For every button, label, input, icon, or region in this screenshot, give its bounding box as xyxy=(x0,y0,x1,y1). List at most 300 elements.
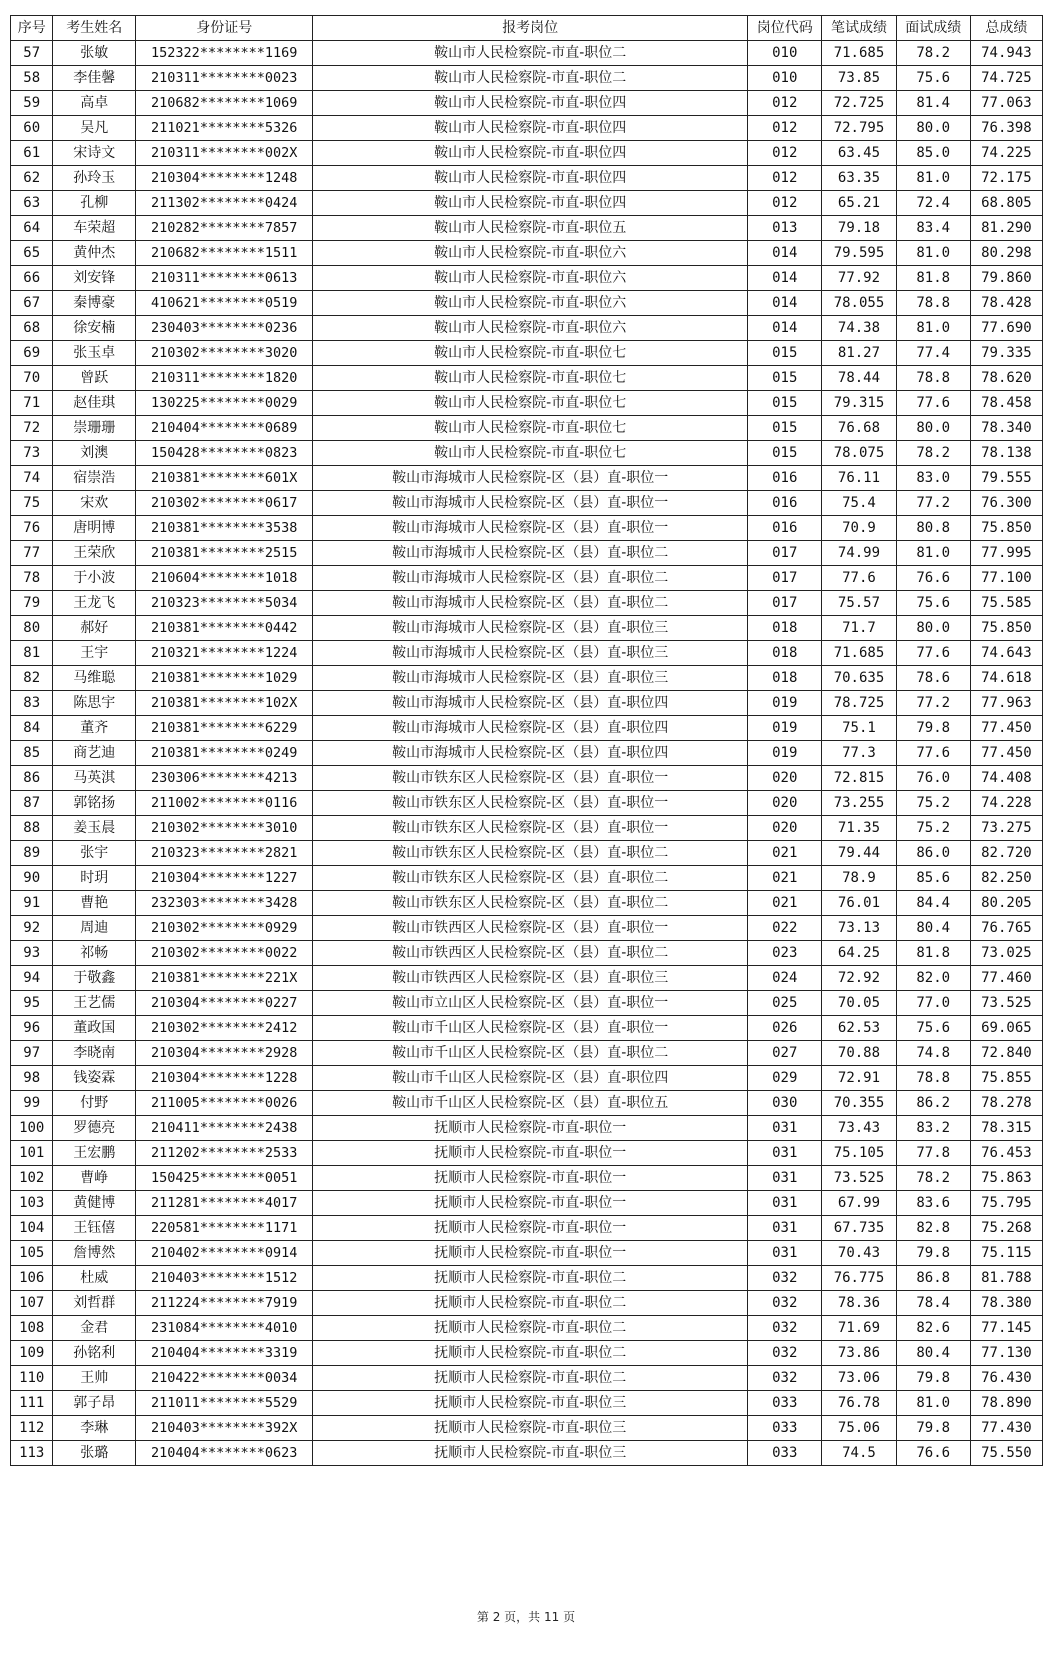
cell-written-score: 73.43 xyxy=(822,1116,896,1141)
cell-seq: 62 xyxy=(11,166,53,191)
cell-written-score: 76.11 xyxy=(822,466,896,491)
table-row xyxy=(11,1016,1043,1041)
cell-seq: 70 xyxy=(11,366,53,391)
cell-position: 鞍山市海城市人民检察院-区（县）直-职位四 xyxy=(313,716,748,741)
cell-written-score: 79.44 xyxy=(822,841,896,866)
cell-position: 抚顺市人民检察院-市直-职位三 xyxy=(313,1441,748,1466)
cell-position-code: 027 xyxy=(748,1041,822,1066)
cell-name: 罗德亮 xyxy=(53,1116,136,1141)
cell-total-score: 77.995 xyxy=(970,541,1042,566)
cell-name: 杜威 xyxy=(53,1266,136,1291)
cell-position-code: 012 xyxy=(748,166,822,191)
cell-id-number: 210604********1018 xyxy=(136,566,313,591)
cell-total-score: 73.525 xyxy=(970,991,1042,1016)
cell-position: 抚顺市人民检察院-市直-职位二 xyxy=(313,1291,748,1316)
cell-interview-score: 81.4 xyxy=(896,91,970,116)
cell-interview-score: 80.4 xyxy=(896,916,970,941)
cell-name: 商艺迪 xyxy=(53,741,136,766)
cell-position: 抚顺市人民检察院-市直-职位二 xyxy=(313,1341,748,1366)
cell-position: 鞍山市人民检察院-市直-职位六 xyxy=(313,241,748,266)
cell-position-code: 032 xyxy=(748,1266,822,1291)
cell-written-score: 72.795 xyxy=(822,116,896,141)
cell-id-number: 210404********3319 xyxy=(136,1341,313,1366)
cell-seq: 111 xyxy=(11,1391,53,1416)
table-row xyxy=(11,1191,1043,1216)
cell-position-code: 012 xyxy=(748,116,822,141)
cell-interview-score: 79.8 xyxy=(896,1241,970,1266)
cell-total-score: 76.398 xyxy=(970,116,1042,141)
cell-id-number: 230306********4213 xyxy=(136,766,313,791)
table-row xyxy=(11,41,1043,66)
cell-seq: 93 xyxy=(11,941,53,966)
cell-position: 抚顺市人民检察院-市直-职位一 xyxy=(313,1216,748,1241)
cell-seq: 59 xyxy=(11,91,53,116)
cell-id-number: 152322********1169 xyxy=(136,41,313,66)
cell-id-number: 210682********1511 xyxy=(136,241,313,266)
cell-interview-score: 79.8 xyxy=(896,1416,970,1441)
cell-interview-score: 77.6 xyxy=(896,741,970,766)
cell-position: 鞍山市铁西区人民检察院-区（县）直-职位二 xyxy=(313,941,748,966)
cell-seq: 98 xyxy=(11,1066,53,1091)
table-row xyxy=(11,1316,1043,1341)
table-row xyxy=(11,1441,1043,1466)
cell-id-number: 210381********601X xyxy=(136,466,313,491)
table-row xyxy=(11,516,1043,541)
cell-position: 鞍山市人民检察院-市直-职位二 xyxy=(313,66,748,91)
cell-total-score: 79.860 xyxy=(970,266,1042,291)
cell-position-code: 017 xyxy=(748,541,822,566)
table-row xyxy=(11,316,1043,341)
cell-position: 鞍山市海城市人民检察院-区（县）直-职位二 xyxy=(313,566,748,591)
cell-id-number: 210321********1224 xyxy=(136,641,313,666)
cell-name: 曹峥 xyxy=(53,1166,136,1191)
cell-seq: 110 xyxy=(11,1366,53,1391)
table-row xyxy=(11,1041,1043,1066)
cell-total-score: 69.065 xyxy=(970,1016,1042,1041)
cell-interview-score: 82.8 xyxy=(896,1216,970,1241)
cell-interview-score: 77.8 xyxy=(896,1141,970,1166)
cell-position: 鞍山市海城市人民检察院-区（县）直-职位二 xyxy=(313,541,748,566)
cell-interview-score: 81.8 xyxy=(896,941,970,966)
cell-written-score: 76.68 xyxy=(822,416,896,441)
cell-id-number: 210282********7857 xyxy=(136,216,313,241)
cell-position: 鞍山市海城市人民检察院-区（县）直-职位四 xyxy=(313,691,748,716)
cell-total-score: 74.618 xyxy=(970,666,1042,691)
cell-position-code: 018 xyxy=(748,616,822,641)
cell-total-score: 75.550 xyxy=(970,1441,1042,1466)
cell-position-code: 032 xyxy=(748,1366,822,1391)
cell-id-number: 210302********0929 xyxy=(136,916,313,941)
cell-position: 抚顺市人民检察院-市直-职位三 xyxy=(313,1416,748,1441)
cell-seq: 104 xyxy=(11,1216,53,1241)
cell-total-score: 73.275 xyxy=(970,816,1042,841)
cell-written-score: 75.1 xyxy=(822,716,896,741)
cell-interview-score: 78.2 xyxy=(896,41,970,66)
cell-total-score: 77.963 xyxy=(970,691,1042,716)
cell-id-number: 210411********2438 xyxy=(136,1116,313,1141)
cell-name: 孙玲玉 xyxy=(53,166,136,191)
cell-name: 王艺儒 xyxy=(53,991,136,1016)
table-row xyxy=(11,91,1043,116)
cell-id-number: 210302********0022 xyxy=(136,941,313,966)
cell-name: 于小波 xyxy=(53,566,136,591)
cell-written-score: 76.78 xyxy=(822,1391,896,1416)
cell-written-score: 72.92 xyxy=(822,966,896,991)
cell-total-score: 74.228 xyxy=(970,791,1042,816)
cell-total-score: 82.720 xyxy=(970,841,1042,866)
cell-interview-score: 80.0 xyxy=(896,416,970,441)
cell-id-number: 210381********102X xyxy=(136,691,313,716)
cell-name: 张璐 xyxy=(53,1441,136,1466)
cell-id-number: 210381********1029 xyxy=(136,666,313,691)
cell-position: 鞍山市人民检察院-市直-职位七 xyxy=(313,441,748,466)
cell-written-score: 74.5 xyxy=(822,1441,896,1466)
cell-id-number: 232303********3428 xyxy=(136,891,313,916)
table-row xyxy=(11,816,1043,841)
cell-position: 鞍山市人民检察院-市直-职位四 xyxy=(313,166,748,191)
cell-seq: 100 xyxy=(11,1116,53,1141)
cell-id-number: 210381********6229 xyxy=(136,716,313,741)
cell-id-number: 211002********0116 xyxy=(136,791,313,816)
cell-total-score: 78.890 xyxy=(970,1391,1042,1416)
cell-interview-score: 80.0 xyxy=(896,116,970,141)
cell-total-score: 77.063 xyxy=(970,91,1042,116)
cell-name: 徐安楠 xyxy=(53,316,136,341)
table-row xyxy=(11,916,1043,941)
table-row xyxy=(11,616,1043,641)
cell-id-number: 150428********0823 xyxy=(136,441,313,466)
cell-seq: 96 xyxy=(11,1016,53,1041)
cell-position: 抚顺市人民检察院-市直-职位二 xyxy=(313,1316,748,1341)
cell-seq: 61 xyxy=(11,141,53,166)
cell-seq: 64 xyxy=(11,216,53,241)
cell-written-score: 76.775 xyxy=(822,1266,896,1291)
cell-written-score: 74.38 xyxy=(822,316,896,341)
cell-interview-score: 78.8 xyxy=(896,366,970,391)
cell-position-code: 020 xyxy=(748,791,822,816)
cell-id-number: 210304********2928 xyxy=(136,1041,313,1066)
cell-seq: 92 xyxy=(11,916,53,941)
cell-position-code: 033 xyxy=(748,1391,822,1416)
cell-position-code: 010 xyxy=(748,66,822,91)
cell-id-number: 211224********7919 xyxy=(136,1291,313,1316)
table-row xyxy=(11,466,1043,491)
cell-written-score: 62.53 xyxy=(822,1016,896,1041)
cell-written-score: 75.57 xyxy=(822,591,896,616)
cell-position: 抚顺市人民检察院-市直-职位一 xyxy=(313,1241,748,1266)
cell-written-score: 73.255 xyxy=(822,791,896,816)
cell-seq: 74 xyxy=(11,466,53,491)
cell-written-score: 63.35 xyxy=(822,166,896,191)
cell-written-score: 78.44 xyxy=(822,366,896,391)
cell-written-score: 70.355 xyxy=(822,1091,896,1116)
cell-position: 鞍山市千山区人民检察院-区（县）直-职位五 xyxy=(313,1091,748,1116)
cell-id-number: 210403********392X xyxy=(136,1416,313,1441)
cell-name: 董齐 xyxy=(53,716,136,741)
cell-position-code: 031 xyxy=(748,1216,822,1241)
cell-seq: 90 xyxy=(11,866,53,891)
cell-name: 唐明博 xyxy=(53,516,136,541)
cell-interview-score: 78.2 xyxy=(896,441,970,466)
cell-position: 鞍山市人民检察院-市直-职位七 xyxy=(313,391,748,416)
cell-total-score: 74.408 xyxy=(970,766,1042,791)
cell-seq: 88 xyxy=(11,816,53,841)
cell-position: 鞍山市人民检察院-市直-职位四 xyxy=(313,91,748,116)
cell-written-score: 70.05 xyxy=(822,991,896,1016)
cell-position-code: 019 xyxy=(748,716,822,741)
cell-interview-score: 86.8 xyxy=(896,1266,970,1291)
cell-interview-score: 84.4 xyxy=(896,891,970,916)
cell-id-number: 210323********2821 xyxy=(136,841,313,866)
cell-total-score: 72.840 xyxy=(970,1041,1042,1066)
cell-position: 鞍山市千山区人民检察院-区（县）直-职位二 xyxy=(313,1041,748,1066)
cell-seq: 75 xyxy=(11,491,53,516)
cell-written-score: 64.25 xyxy=(822,941,896,966)
cell-interview-score: 81.0 xyxy=(896,241,970,266)
cell-seq: 87 xyxy=(11,791,53,816)
cell-total-score: 77.450 xyxy=(970,741,1042,766)
cell-total-score: 77.100 xyxy=(970,566,1042,591)
cell-position-code: 014 xyxy=(748,291,822,316)
cell-seq: 68 xyxy=(11,316,53,341)
table-row xyxy=(11,1266,1043,1291)
cell-total-score: 78.340 xyxy=(970,416,1042,441)
cell-seq: 95 xyxy=(11,991,53,1016)
table-row xyxy=(11,1291,1043,1316)
cell-name: 李晓南 xyxy=(53,1041,136,1066)
table-row xyxy=(11,1216,1043,1241)
cell-id-number: 210311********002X xyxy=(136,141,313,166)
cell-written-score: 72.725 xyxy=(822,91,896,116)
cell-written-score: 75.105 xyxy=(822,1141,896,1166)
cell-interview-score: 86.2 xyxy=(896,1091,970,1116)
cell-id-number: 210381********0249 xyxy=(136,741,313,766)
cell-name: 车荣超 xyxy=(53,216,136,241)
cell-seq: 83 xyxy=(11,691,53,716)
cell-position-code: 032 xyxy=(748,1316,822,1341)
cell-seq: 107 xyxy=(11,1291,53,1316)
cell-position: 抚顺市人民检察院-市直-职位一 xyxy=(313,1166,748,1191)
cell-id-number: 130225********0029 xyxy=(136,391,313,416)
cell-position-code: 012 xyxy=(748,91,822,116)
table-row xyxy=(11,341,1043,366)
cell-position-code: 018 xyxy=(748,666,822,691)
cell-position: 鞍山市海城市人民检察院-区（县）直-职位四 xyxy=(313,741,748,766)
cell-position-code: 015 xyxy=(748,441,822,466)
cell-position: 鞍山市海城市人民检察院-区（县）直-职位二 xyxy=(313,591,748,616)
cell-total-score: 79.555 xyxy=(970,466,1042,491)
cell-name: 周迪 xyxy=(53,916,136,941)
cell-interview-score: 76.6 xyxy=(896,1441,970,1466)
cell-interview-score: 76.0 xyxy=(896,766,970,791)
cell-position: 抚顺市人民检察院-市直-职位一 xyxy=(313,1141,748,1166)
cell-written-score: 77.6 xyxy=(822,566,896,591)
cell-written-score: 71.35 xyxy=(822,816,896,841)
header-name: 考生姓名 xyxy=(53,16,136,41)
cell-interview-score: 82.6 xyxy=(896,1316,970,1341)
cell-position-code: 030 xyxy=(748,1091,822,1116)
cell-written-score: 73.525 xyxy=(822,1166,896,1191)
cell-total-score: 74.943 xyxy=(970,41,1042,66)
table-row xyxy=(11,1341,1043,1366)
cell-total-score: 76.765 xyxy=(970,916,1042,941)
cell-name: 张敏 xyxy=(53,41,136,66)
cell-name: 赵佳琪 xyxy=(53,391,136,416)
table-row xyxy=(11,241,1043,266)
cell-interview-score: 74.8 xyxy=(896,1041,970,1066)
cell-written-score: 75.4 xyxy=(822,491,896,516)
cell-name: 张玉卓 xyxy=(53,341,136,366)
cell-written-score: 71.69 xyxy=(822,1316,896,1341)
header-written-score: 笔试成绩 xyxy=(822,16,896,41)
cell-written-score: 77.92 xyxy=(822,266,896,291)
cell-id-number: 211202********2533 xyxy=(136,1141,313,1166)
cell-position-code: 018 xyxy=(748,641,822,666)
cell-seq: 77 xyxy=(11,541,53,566)
header-total-score: 总成绩 xyxy=(970,16,1042,41)
cell-seq: 65 xyxy=(11,241,53,266)
table-row xyxy=(11,1066,1043,1091)
cell-total-score: 78.278 xyxy=(970,1091,1042,1116)
cell-name: 李琳 xyxy=(53,1416,136,1441)
table-row xyxy=(11,116,1043,141)
cell-name: 于敬鑫 xyxy=(53,966,136,991)
cell-written-score: 81.27 xyxy=(822,341,896,366)
cell-total-score: 77.430 xyxy=(970,1416,1042,1441)
cell-name: 王帅 xyxy=(53,1366,136,1391)
cell-position: 抚顺市人民检察院-市直-职位三 xyxy=(313,1391,748,1416)
cell-interview-score: 81.8 xyxy=(896,266,970,291)
cell-seq: 105 xyxy=(11,1241,53,1266)
cell-interview-score: 75.6 xyxy=(896,591,970,616)
cell-interview-score: 81.0 xyxy=(896,1391,970,1416)
cell-position-code: 016 xyxy=(748,516,822,541)
cell-written-score: 78.725 xyxy=(822,691,896,716)
cell-interview-score: 83.6 xyxy=(896,1191,970,1216)
page-footer: 第 2 页，共 11 页 xyxy=(476,1610,576,1624)
cell-name: 王宇 xyxy=(53,641,136,666)
cell-interview-score: 81.0 xyxy=(896,166,970,191)
table-row xyxy=(11,216,1043,241)
cell-seq: 106 xyxy=(11,1266,53,1291)
cell-position: 鞍山市人民检察院-市直-职位四 xyxy=(313,116,748,141)
cell-id-number: 230403********0236 xyxy=(136,316,313,341)
header-row xyxy=(11,16,1043,41)
cell-position-code: 031 xyxy=(748,1141,822,1166)
cell-position-code: 021 xyxy=(748,866,822,891)
cell-position-code: 022 xyxy=(748,916,822,941)
cell-interview-score: 75.2 xyxy=(896,791,970,816)
cell-id-number: 210311********1820 xyxy=(136,366,313,391)
cell-position: 鞍山市铁东区人民检察院-区（县）直-职位二 xyxy=(313,841,748,866)
cell-position: 鞍山市铁东区人民检察院-区（县）直-职位一 xyxy=(313,766,748,791)
cell-position-code: 015 xyxy=(748,391,822,416)
cell-id-number: 210302********3020 xyxy=(136,341,313,366)
cell-id-number: 210402********0914 xyxy=(136,1241,313,1266)
cell-written-score: 70.43 xyxy=(822,1241,896,1266)
cell-interview-score: 80.4 xyxy=(896,1341,970,1366)
cell-written-score: 77.3 xyxy=(822,741,896,766)
cell-position: 鞍山市人民检察院-市直-职位二 xyxy=(313,41,748,66)
cell-id-number: 210304********1228 xyxy=(136,1066,313,1091)
cell-interview-score: 78.8 xyxy=(896,291,970,316)
cell-name: 董政国 xyxy=(53,1016,136,1041)
table-row xyxy=(11,941,1043,966)
cell-position-code: 016 xyxy=(748,491,822,516)
cell-seq: 57 xyxy=(11,41,53,66)
cell-name: 王龙飞 xyxy=(53,591,136,616)
cell-written-score: 70.9 xyxy=(822,516,896,541)
cell-interview-score: 77.6 xyxy=(896,391,970,416)
cell-interview-score: 75.6 xyxy=(896,1016,970,1041)
cell-total-score: 82.250 xyxy=(970,866,1042,891)
cell-written-score: 79.315 xyxy=(822,391,896,416)
cell-total-score: 73.025 xyxy=(970,941,1042,966)
cell-total-score: 78.315 xyxy=(970,1116,1042,1141)
cell-position: 鞍山市铁西区人民检察院-区（县）直-职位一 xyxy=(313,916,748,941)
cell-name: 曹艳 xyxy=(53,891,136,916)
cell-seq: 60 xyxy=(11,116,53,141)
cell-total-score: 75.795 xyxy=(970,1191,1042,1216)
cell-interview-score: 86.0 xyxy=(896,841,970,866)
table-row xyxy=(11,391,1043,416)
cell-position: 鞍山市人民检察院-市直-职位七 xyxy=(313,341,748,366)
cell-name: 刘安锋 xyxy=(53,266,136,291)
table-row xyxy=(11,641,1043,666)
cell-position: 鞍山市铁东区人民检察院-区（县）直-职位一 xyxy=(313,791,748,816)
table-row xyxy=(11,191,1043,216)
cell-position-code: 014 xyxy=(748,316,822,341)
cell-total-score: 78.380 xyxy=(970,1291,1042,1316)
cell-id-number: 210302********2412 xyxy=(136,1016,313,1041)
cell-position: 鞍山市千山区人民检察院-区（县）直-职位四 xyxy=(313,1066,748,1091)
cell-name: 宋诗文 xyxy=(53,141,136,166)
cell-written-score: 71.7 xyxy=(822,616,896,641)
table-row xyxy=(11,1141,1043,1166)
cell-written-score: 67.735 xyxy=(822,1216,896,1241)
table-row xyxy=(11,716,1043,741)
cell-interview-score: 78.6 xyxy=(896,666,970,691)
cell-position-code: 015 xyxy=(748,341,822,366)
cell-id-number: 210311********0613 xyxy=(136,266,313,291)
cell-position-code: 019 xyxy=(748,691,822,716)
cell-position-code: 025 xyxy=(748,991,822,1016)
cell-name: 宋欢 xyxy=(53,491,136,516)
cell-position-code: 032 xyxy=(748,1341,822,1366)
cell-position: 鞍山市海城市人民检察院-区（县）直-职位一 xyxy=(313,516,748,541)
table-row xyxy=(11,666,1043,691)
cell-position: 鞍山市铁东区人民检察院-区（县）直-职位二 xyxy=(313,891,748,916)
table-row xyxy=(11,441,1043,466)
cell-position-code: 012 xyxy=(748,191,822,216)
table-row xyxy=(11,366,1043,391)
cell-name: 王钰僖 xyxy=(53,1216,136,1241)
header-position: 报考岗位 xyxy=(313,16,748,41)
cell-name: 付野 xyxy=(53,1091,136,1116)
cell-position-code: 017 xyxy=(748,566,822,591)
cell-interview-score: 82.0 xyxy=(896,966,970,991)
cell-total-score: 81.290 xyxy=(970,216,1042,241)
cell-position-code: 012 xyxy=(748,141,822,166)
cell-position-code: 029 xyxy=(748,1066,822,1091)
cell-total-score: 74.643 xyxy=(970,641,1042,666)
table-row xyxy=(11,266,1043,291)
cell-total-score: 78.138 xyxy=(970,441,1042,466)
cell-total-score: 78.620 xyxy=(970,366,1042,391)
cell-id-number: 210404********0623 xyxy=(136,1441,313,1466)
cell-interview-score: 83.4 xyxy=(896,216,970,241)
table-row xyxy=(11,791,1043,816)
